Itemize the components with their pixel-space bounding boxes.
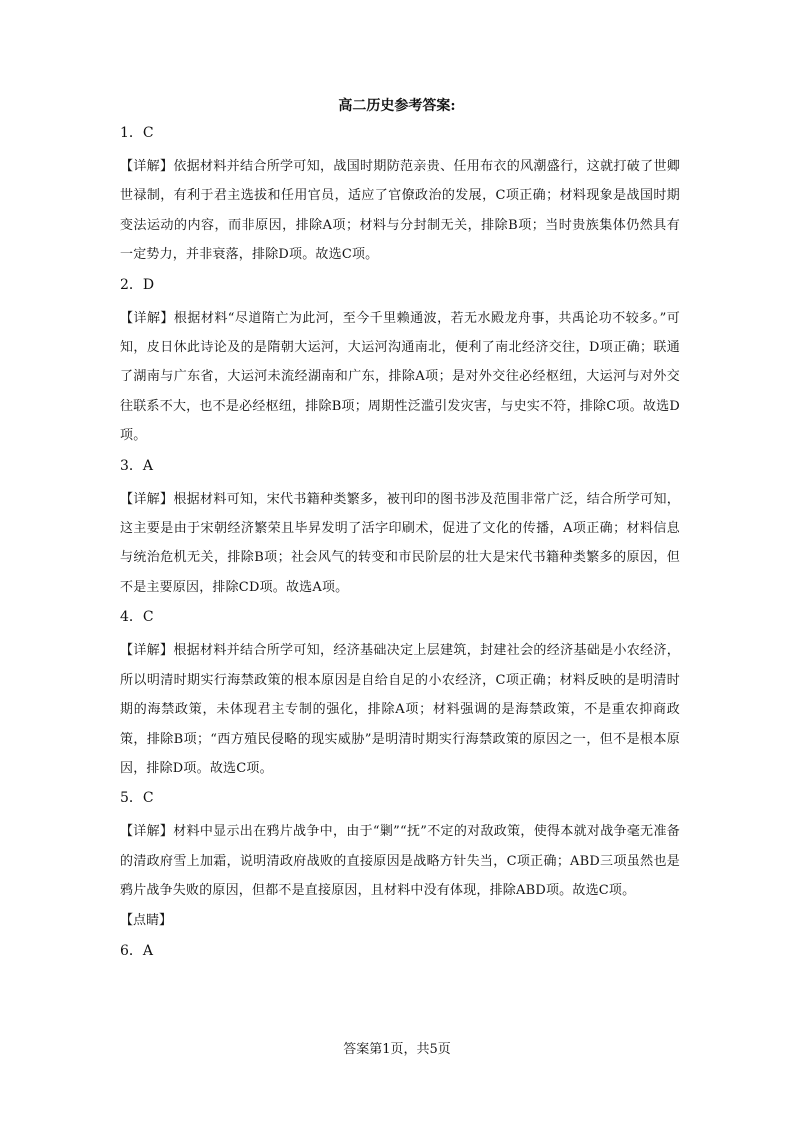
answer-detail: 【详解】根据材料并结合所学可知，经济基础决定上层建筑，封建社会的经济基础是小农经济，所以明清时期实行海禁政策的根本原因是自给自足的小农经济，C项正确；材料反映的是明清时期的海禁政策，未体现君主专制的强化，排除A项；材料强调的是海禁政策，不是重农抑商政策，排除B项；“西方殖民侵略的现实威胁”是明清时期实行海禁政策的原因之一，但不是根本原因，排除D项。故选C项。 [120, 643, 680, 776]
comment-label: 【点睛】 [120, 912, 173, 928]
answer-number: 5．C [120, 790, 154, 807]
answer-item-2 [120, 275, 680, 451]
page-footer: 答案第1页，共5页 [343, 1042, 451, 1057]
answer-detail: 【详解】根据材料“尽道隋亡为此河，至今千里赖通波，若无水殿龙舟事，共禹论功不较多。”可知，皮日休此诗论及的是隋朝大运河，大运河沟通南北，便利了南北经济交往，D项正确；联通了湖南与广东省，大运河未流经湖南和广东，排除A项；是对外交往必经枢纽，大运河与对外交往联系不大，也不是必经枢纽，排除B项；周期性泛滥引发灾害，与史实不符，排除C项。故选D项。 [120, 310, 680, 444]
answer-item-5 [120, 788, 680, 905]
answer-number-next: 6．A [120, 942, 154, 959]
answer-detail: 【详解】材料中显示出在鸦片战争中，由于“剿”“抚”不定的对敌政策，使得本就对战争毫无准备的清政府雪上加霜，说明清政府战败的直接原因是战略方针失当，C项正确；ABD三项虽然也是鸦片战争失败的原因，但都不是直接原因，且材料中没有体现，排除ABD项。故选C项。 [120, 824, 680, 899]
answer-list [120, 123, 680, 970]
answer-number: 3．A [120, 457, 154, 474]
answer-number: 4．C [120, 609, 154, 626]
answer-number: 1．C [120, 125, 154, 141]
page-title: 高二历史参考答案: [338, 98, 456, 114]
answer-number: 2．D [120, 276, 155, 293]
answer-detail: 【详解】根据材料可知，宋代书籍种类繁多，被刊印的图书涉及范围非常广泛，结合所学可知，这主要是由于宋朝经济繁荣且毕昇发明了活字印刷术，促进了文化的传播，A项正确；材料信息与统治危机无关，排除B项；社会风气的转变和市民阶层的壮大是宋代书籍种类繁多的原因，但不是主要原因，排除CD项。故选A项。 [120, 491, 680, 595]
answer-detail: 【详解】依据材料并结合所学可知，战国时期防范亲贵、任用布衣的风潮盛行，这就打破了世卿世禄制，有利于君主选拔和任用官员，适应了官僚政治的发展，C项正确；材料现象是战国时期变法运动的内容，而非原因，排除A项；材料与分封制无关，排除B项；当时贵族集体仍然具有一定势力，并非衰落，排除D项。故选C项。 [120, 159, 680, 263]
answer-item-3 [120, 456, 680, 603]
answer-item-1 [120, 123, 680, 270]
answer-item-4 [120, 607, 680, 783]
